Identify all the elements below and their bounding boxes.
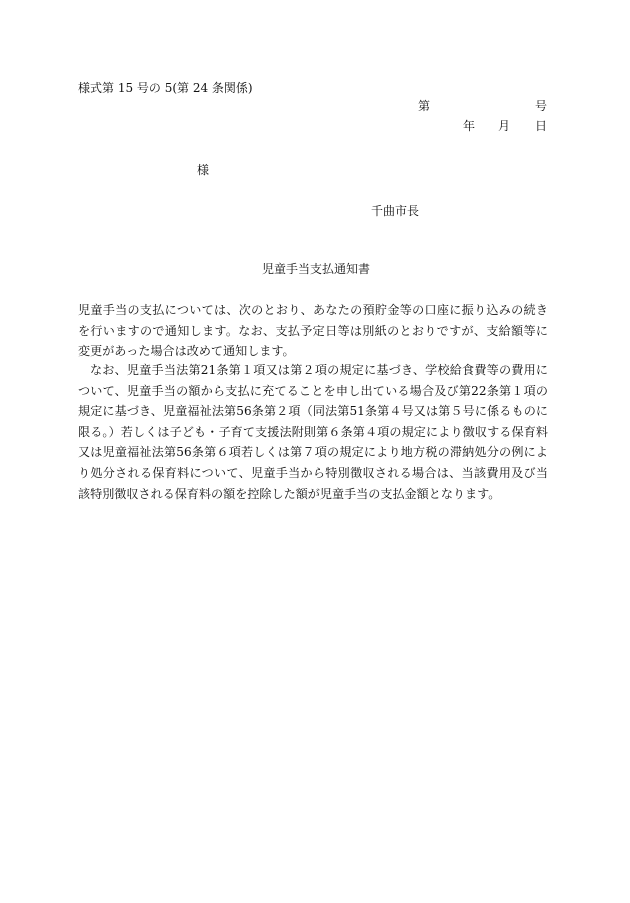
date-month-label: 月 bbox=[498, 119, 511, 133]
date-year-label: 年 bbox=[463, 119, 476, 133]
date-day-label: 日 bbox=[535, 119, 548, 133]
issuer-name: 千曲市長 bbox=[371, 204, 420, 218]
form-reference: 様式第 15 号の 5(第 24 条関係) bbox=[78, 81, 253, 95]
document-number-prefix: 第 bbox=[418, 99, 431, 113]
addressee-honorific: 様 bbox=[197, 163, 210, 177]
body-paragraph-1: 児童手当の支払については、次のとおり、あなたの預貯金等の口座に振り込みの続きを行いますので通知します。なお、支払予定日等は別紙のとおりですが、支給額等に変更があった場合は改めて通知します。 bbox=[78, 303, 548, 359]
body-paragraph-2: なお、児童手当法第21条第１項又は第２項の規定に基づき、学校給食費等の費用について、児童手当の額から支払に充てることを申し出ている場合及び第22条第１項の規定に基づき、児童福祉法第56条第２項（同法第51条第４号又は第５号に係るものに限る。）若しくは子ども・子育て支援法附則第６条第４項の規定により徴収する保育料又は児童福祉法第56条第６項若しくは第７項の規定により地方税の滞納処分の例により処分される保育料について、児童手当から特別徴収される場合は、当該費用及び当該特別徴収される保育料の額を控除した額が児童手当の支払金額となります。 bbox=[78, 363, 548, 501]
document-number-suffix: 号 bbox=[535, 99, 548, 113]
document-title: 児童手当支払通知書 bbox=[262, 262, 371, 276]
